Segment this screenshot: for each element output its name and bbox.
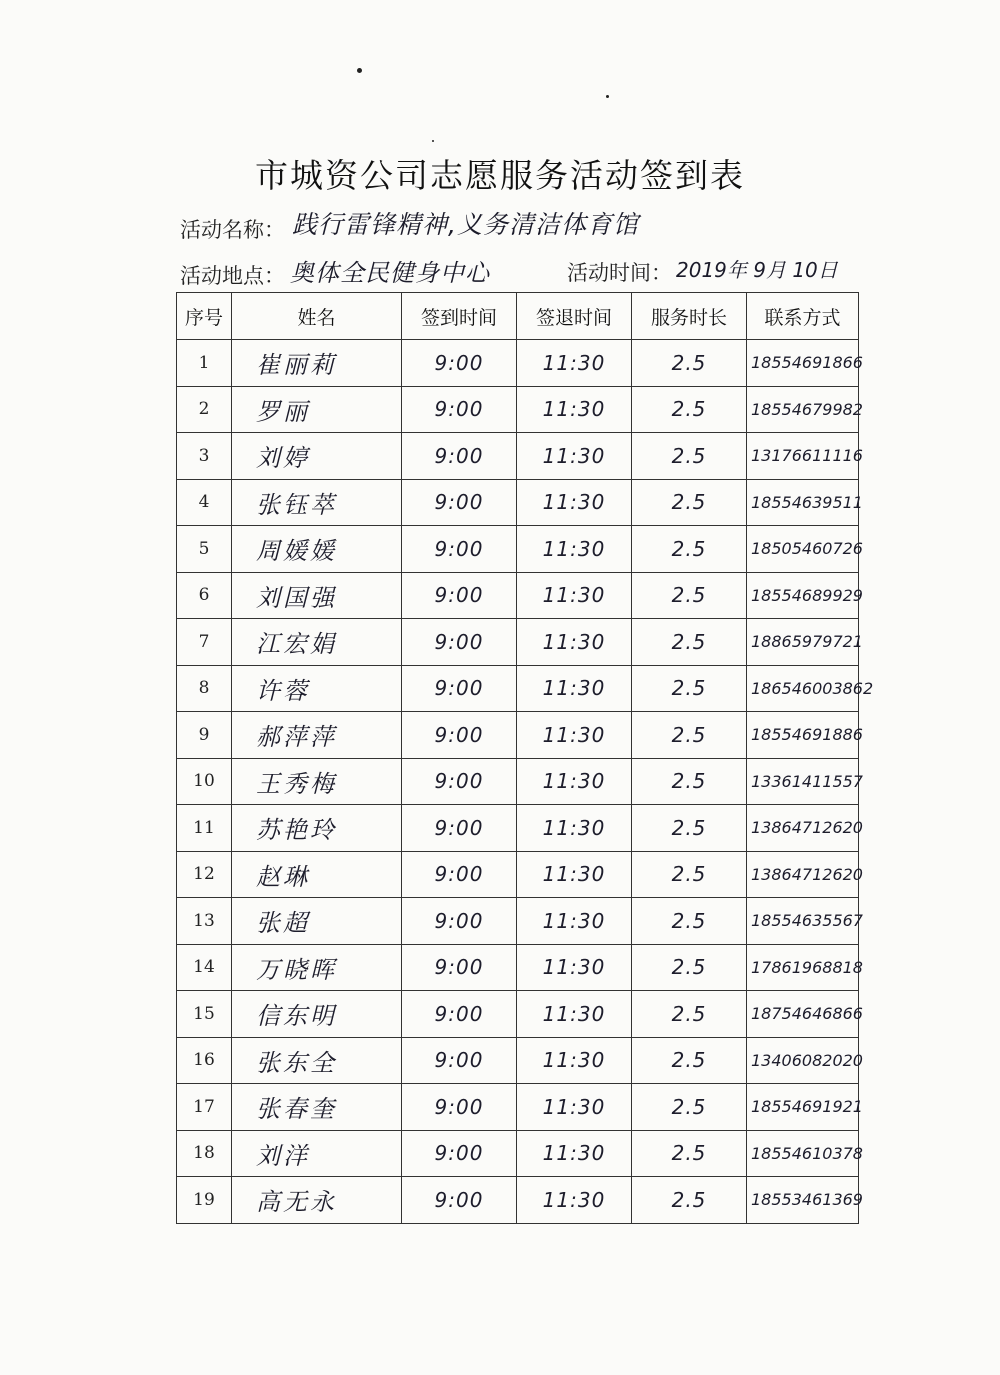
- signin-time-cell: 9:00: [402, 572, 517, 619]
- contact-cell: 13864712620: [747, 851, 859, 898]
- name-cell: 郝萍萍: [232, 712, 402, 759]
- signin-time-cell: 9:00: [402, 898, 517, 945]
- contact-cell: 186546003862: [747, 665, 859, 712]
- seq-cell: 18: [177, 1130, 232, 1177]
- contact-cell: 13361411557: [747, 758, 859, 805]
- contact-cell: 18554639511: [747, 479, 859, 526]
- header-signout-time: 签退时间: [517, 293, 632, 340]
- contact-cell: 18554689929: [747, 572, 859, 619]
- signin-time-cell: 9:00: [402, 944, 517, 991]
- service-hours-cell: 2.5: [632, 805, 747, 852]
- table-row: [177, 340, 859, 387]
- name-cell: 周媛媛: [232, 526, 402, 573]
- contact-cell: 13406082020: [747, 1037, 859, 1084]
- signout-time-cell: 11:30: [517, 619, 632, 666]
- activity-name-value: 践行雷锋精神,义务清洁体育馆: [292, 210, 639, 239]
- contact-cell: 18554679982: [747, 386, 859, 433]
- table-row: [177, 1130, 859, 1177]
- signout-time-cell: 11:30: [517, 805, 632, 852]
- table-body: [177, 340, 874, 1224]
- seq-cell: 10: [177, 758, 232, 805]
- signin-time-cell: 9:00: [402, 851, 517, 898]
- signin-time-cell: 9:00: [402, 526, 517, 573]
- service-hours-cell: 2.5: [632, 991, 747, 1038]
- signout-time-cell: 11:30: [517, 1130, 632, 1177]
- signin-time-cell: 9:00: [402, 758, 517, 805]
- contact-cell: 18554691886: [747, 712, 859, 759]
- activity-place-value: 奥体全民健身中心: [290, 259, 490, 287]
- table-row: [177, 479, 859, 526]
- signout-time-cell: 11:30: [517, 433, 632, 480]
- service-hours-cell: 2.5: [632, 386, 747, 433]
- signin-time-cell: 9:00: [402, 805, 517, 852]
- service-hours-cell: 2.5: [632, 479, 747, 526]
- contact-cell: 18554610378: [747, 1130, 859, 1177]
- signout-time-cell: 11:30: [517, 526, 632, 573]
- scan-speck: [432, 140, 434, 142]
- signin-time-cell: 9:00: [402, 479, 517, 526]
- contact-cell: 18554691921: [747, 1084, 859, 1131]
- name-cell: 江宏娟: [232, 619, 402, 666]
- table-row: [177, 386, 859, 433]
- signin-time-cell: 9:00: [402, 619, 517, 666]
- seq-cell: 2: [177, 386, 232, 433]
- signin-time-cell: 9:00: [402, 386, 517, 433]
- seq-cell: 1: [177, 340, 232, 387]
- name-cell: 张钰萃: [232, 479, 402, 526]
- table-row: [177, 619, 859, 666]
- signout-time-cell: 11:30: [517, 898, 632, 945]
- seq-cell: 14: [177, 944, 232, 991]
- table-row: [177, 1037, 859, 1084]
- service-hours-cell: 2.5: [632, 572, 747, 619]
- signin-time-cell: 9:00: [402, 1037, 517, 1084]
- seq-cell: 11: [177, 805, 232, 852]
- service-hours-cell: 2.5: [632, 851, 747, 898]
- signout-time-cell: 11:30: [517, 1177, 632, 1224]
- signin-time-cell: 9:00: [402, 1177, 517, 1224]
- signout-time-cell: 11:30: [517, 1084, 632, 1131]
- document-title: 市城资公司志愿服务活动签到表: [255, 156, 745, 195]
- contact-cell: 18553461369: [747, 1177, 859, 1224]
- signout-time-cell: 11:30: [517, 758, 632, 805]
- table-row: [177, 758, 859, 805]
- activity-time-value: 2019年 9月 10日: [676, 258, 838, 282]
- seq-cell: 19: [177, 1177, 232, 1224]
- name-cell: 刘国强: [232, 572, 402, 619]
- contact-cell: 18865979721: [747, 619, 859, 666]
- name-cell: 赵琳: [232, 851, 402, 898]
- seq-cell: 3: [177, 433, 232, 480]
- service-hours-cell: 2.5: [632, 665, 747, 712]
- name-cell: 王秀梅: [232, 758, 402, 805]
- service-hours-cell: 2.5: [632, 758, 747, 805]
- name-cell: 许蓉: [232, 665, 402, 712]
- table-row: [177, 712, 859, 759]
- signin-time-cell: 9:00: [402, 665, 517, 712]
- header-seq: 序号: [177, 293, 232, 340]
- table-row: [177, 1177, 859, 1224]
- signin-time-cell: 9:00: [402, 1084, 517, 1131]
- scan-speck: [606, 95, 609, 98]
- signout-time-cell: 11:30: [517, 944, 632, 991]
- seq-cell: 9: [177, 712, 232, 759]
- service-hours-cell: 2.5: [632, 619, 747, 666]
- name-cell: 罗丽: [232, 386, 402, 433]
- header-signin-time: 签到时间: [402, 293, 517, 340]
- signin-time-cell: 9:00: [402, 340, 517, 387]
- seq-cell: 7: [177, 619, 232, 666]
- service-hours-cell: 2.5: [632, 526, 747, 573]
- seq-cell: 12: [177, 851, 232, 898]
- contact-cell: 18554691866: [747, 340, 859, 387]
- contact-cell: 18505460726: [747, 526, 859, 573]
- signin-time-cell: 9:00: [402, 991, 517, 1038]
- service-hours-cell: 2.5: [632, 1084, 747, 1131]
- service-hours-cell: 2.5: [632, 898, 747, 945]
- name-cell: 万晓晖: [232, 944, 402, 991]
- table-row: [177, 665, 859, 712]
- table-row: [177, 944, 859, 991]
- signin-time-cell: 9:00: [402, 433, 517, 480]
- activity-name-label: 活动名称：: [180, 218, 285, 242]
- service-hours-cell: 2.5: [632, 433, 747, 480]
- scan-speck: [357, 68, 362, 73]
- service-hours-cell: 2.5: [632, 1177, 747, 1224]
- seq-cell: 5: [177, 526, 232, 573]
- contact-cell: 18554635567: [747, 898, 859, 945]
- name-cell: 张春奎: [232, 1084, 402, 1131]
- name-cell: 崔丽莉: [232, 340, 402, 387]
- name-cell: 信东明: [232, 991, 402, 1038]
- table-header-row: [177, 293, 859, 340]
- service-hours-cell: 2.5: [632, 712, 747, 759]
- signout-time-cell: 11:30: [517, 665, 632, 712]
- table-row: [177, 991, 859, 1038]
- table-row: [177, 572, 859, 619]
- name-cell: 刘婷: [232, 433, 402, 480]
- signin-time-cell: 9:00: [402, 712, 517, 759]
- contact-cell: 13864712620: [747, 805, 859, 852]
- signout-time-cell: 11:30: [517, 1037, 632, 1084]
- service-hours-cell: 2.5: [632, 1130, 747, 1177]
- seq-cell: 4: [177, 479, 232, 526]
- signin-time-cell: 9:00: [402, 1130, 517, 1177]
- name-cell: 刘洋: [232, 1130, 402, 1177]
- service-hours-cell: 2.5: [632, 340, 747, 387]
- signout-time-cell: 11:30: [517, 851, 632, 898]
- seq-cell: 16: [177, 1037, 232, 1084]
- signout-time-cell: 11:30: [517, 340, 632, 387]
- signout-time-cell: 11:30: [517, 386, 632, 433]
- contact-cell: 18754646866: [747, 991, 859, 1038]
- signout-time-cell: 11:30: [517, 479, 632, 526]
- activity-place-label: 活动地点：: [180, 264, 285, 288]
- service-hours-cell: 2.5: [632, 1037, 747, 1084]
- signout-time-cell: 11:30: [517, 572, 632, 619]
- table-row: [177, 805, 859, 852]
- contact-cell: 17861968818: [747, 944, 859, 991]
- signout-time-cell: 11:30: [517, 991, 632, 1038]
- name-cell: 张超: [232, 898, 402, 945]
- table-row: [177, 433, 859, 480]
- signout-time-cell: 11:30: [517, 712, 632, 759]
- name-cell: 张东全: [232, 1037, 402, 1084]
- signin-table: [176, 292, 874, 1224]
- contact-cell: 13176611116: [747, 433, 859, 480]
- activity-time-label: 活动时间：: [567, 261, 672, 285]
- table-row: [177, 898, 859, 945]
- service-hours-cell: 2.5: [632, 944, 747, 991]
- name-cell: 苏艳玲: [232, 805, 402, 852]
- seq-cell: 15: [177, 991, 232, 1038]
- header-name: 姓名: [232, 293, 402, 340]
- table-row: [177, 1084, 859, 1131]
- seq-cell: 8: [177, 665, 232, 712]
- seq-cell: 6: [177, 572, 232, 619]
- seq-cell: 17: [177, 1084, 232, 1131]
- table-row: [177, 526, 859, 573]
- table-row: [177, 851, 859, 898]
- header-contact: 联系方式: [747, 293, 859, 340]
- header-service-hours: 服务时长: [632, 293, 747, 340]
- name-cell: 高无永: [232, 1177, 402, 1224]
- seq-cell: 13: [177, 898, 232, 945]
